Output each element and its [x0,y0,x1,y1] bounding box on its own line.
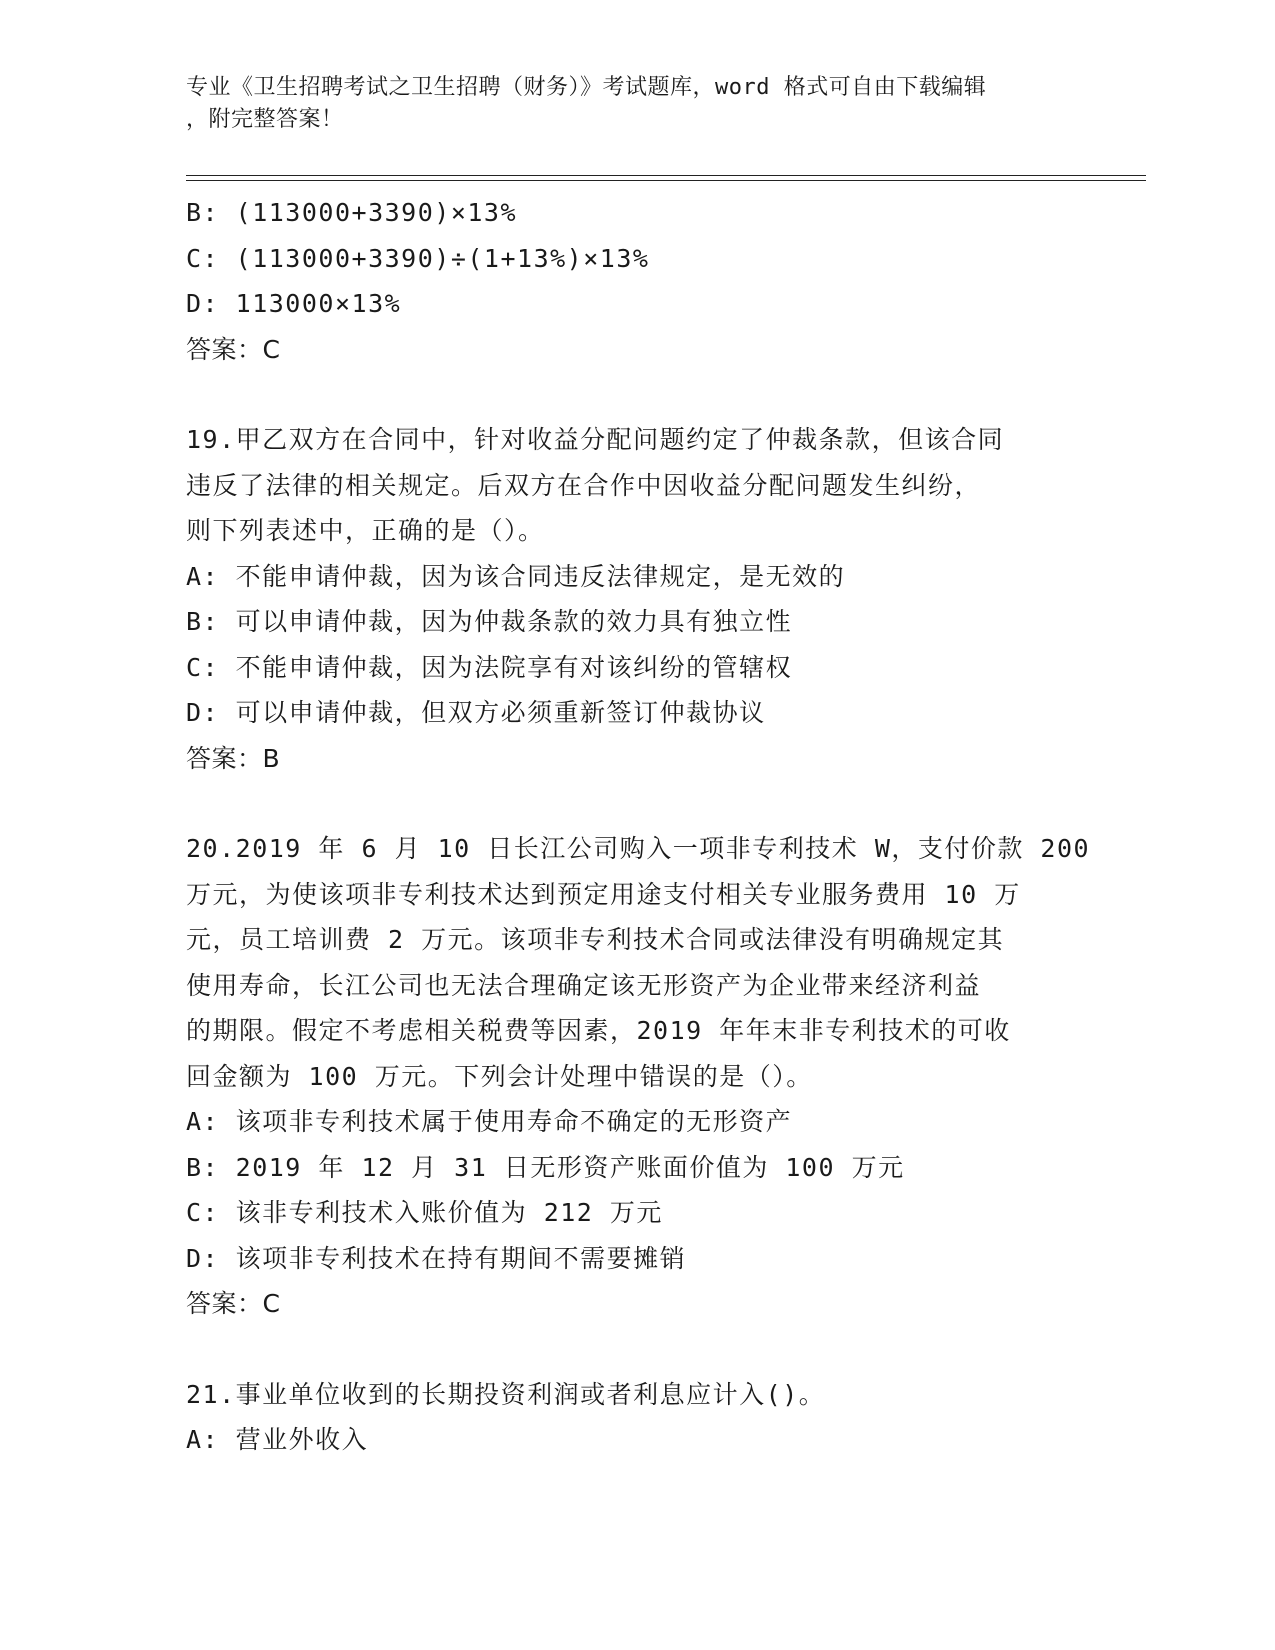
answer-line: 答案：C [186,1289,281,1318]
question-18 [186,190,1066,372]
answer-line: 答案：B [186,743,281,773]
question-stem-line: 元，员工培训费 2 万元。该项非专利技术合同或法律没有明确规定其 [186,925,1005,954]
option-c: C: 该非专利技术入账价值为 212 万元 [186,1198,663,1227]
question-stem-line: 的期限。假定不考虑相关税费等因素，2019 年年末非专利技术的可收 [186,1016,1011,1045]
option-d: D: 可以申请仲裁，但双方必须重新签订仲裁协议 [186,698,766,727]
question-stem-line: 19.甲乙双方在合同中，针对收益分配问题约定了仲裁条款，但该合同 [186,425,1005,454]
question-stem-line: 20.2019 年 6 月 10 日长江公司购入一项非专利技术 W，支付价款 200 [186,834,1091,863]
question-stem-line: 万元，为使该项非专利技术达到预定用途支付相关专业服务费用 10 万 [186,879,1021,909]
header-divider-top [186,175,1146,176]
question-stem-line: 回金额为 100 万元。下列会计处理中错误的是（）。 [186,1061,813,1091]
spacer [186,1327,1066,1372]
option-a: A: 不能申请仲裁，因为该合同违反法律规定，是无效的 [186,561,846,591]
question-stem-line: 则下列表述中，正确的是（）。 [186,516,545,545]
header-divider-bottom [186,180,1146,181]
option-a: A: 营业外收入 [186,1425,369,1454]
page-header [186,72,1066,136]
option-c: C: 不能申请仲裁，因为法院享有对该纠纷的管辖权 [186,652,793,682]
header-line-2: ，附完整答案！ [186,107,344,132]
question-21 [186,1372,1066,1463]
question-20 [186,826,1091,1327]
option-a: A: 该项非专利技术属于使用寿命不确定的无形资产 [186,1107,793,1136]
option-b: B: (113000+3390)×13% [186,198,518,227]
question-19 [186,417,1066,781]
option-d: D: 该项非专利技术在持有期间不需要摊销 [186,1243,687,1273]
spacer [186,781,1066,826]
question-stem-line: 21.事业单位收到的长期投资利润或者利息应计入()。 [186,1379,826,1409]
header-line-1: 专业《卫生招聘考试之卫生招聘（财务）》考试题库，word 格式可自由下载编辑 [186,75,987,100]
option-d: D: 113000×13% [186,289,402,318]
option-b: B: 可以申请仲裁，因为仲裁条款的效力具有独立性 [186,607,793,636]
answer-line: 答案：C [186,334,281,364]
question-stem-line: 使用寿命，长江公司也无法合理确定该无形资产为企业带来经济利益 [186,970,982,1000]
spacer [186,372,1066,417]
question-content [186,190,1091,1463]
option-b: B: 2019 年 12 月 31 日无形资产账面价值为 100 万元 [186,1152,905,1182]
question-stem-line: 违反了法律的相关规定。后双方在合作中因收益分配问题发生纠纷， [186,470,982,500]
option-c: C: (113000+3390)÷(1+13%)×13% [186,243,650,273]
